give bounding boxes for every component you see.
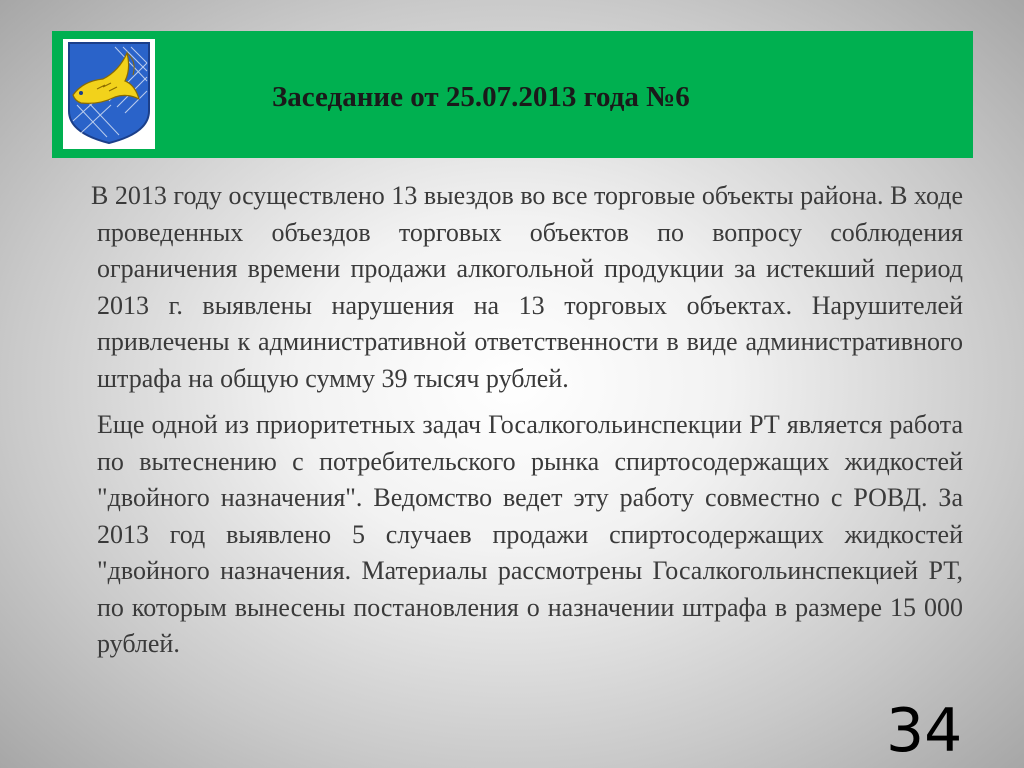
coat-of-arms-icon [63, 39, 155, 149]
slide-body [91, 178, 963, 663]
slide-title: Заседание от 25.07.2013 года №6 [272, 81, 690, 113]
paragraph-2: Еще одной из приоритетных задач Госалкогольинспекции РТ является работа по вытеснению с потребительского рынка спиртосодержащих жидкостей "двойного назначения". Ведомство ведет эту работу совместно с РОВД. За 2013 год выявлено 5 случаев продажи спиртосодержащих жидкостей "двойного назначения. Материалы рассмотрены Госалкогольинспекцией РТ, по которым вынесены постановления о назначении штрафа в размере 15 000 рублей. [97, 410, 963, 658]
coat-of-arms-graphic [67, 41, 151, 145]
slide-number: 34 [886, 696, 963, 766]
paragraph-1: В 2013 году осуществлено 13 выездов во все торговые объекты района. В ходе проведенных объездов торговых объектов по вопросу соблюдения ограничения времени продажи алкогольной продукции за истекший период 2013 г. выявлены нарушения на 13 торговых объектах. Нарушителей привлечены к административной ответственности в виде административного штрафа на общую сумму 39 тысяч рублей. [91, 181, 963, 393]
title-banner [52, 31, 973, 158]
